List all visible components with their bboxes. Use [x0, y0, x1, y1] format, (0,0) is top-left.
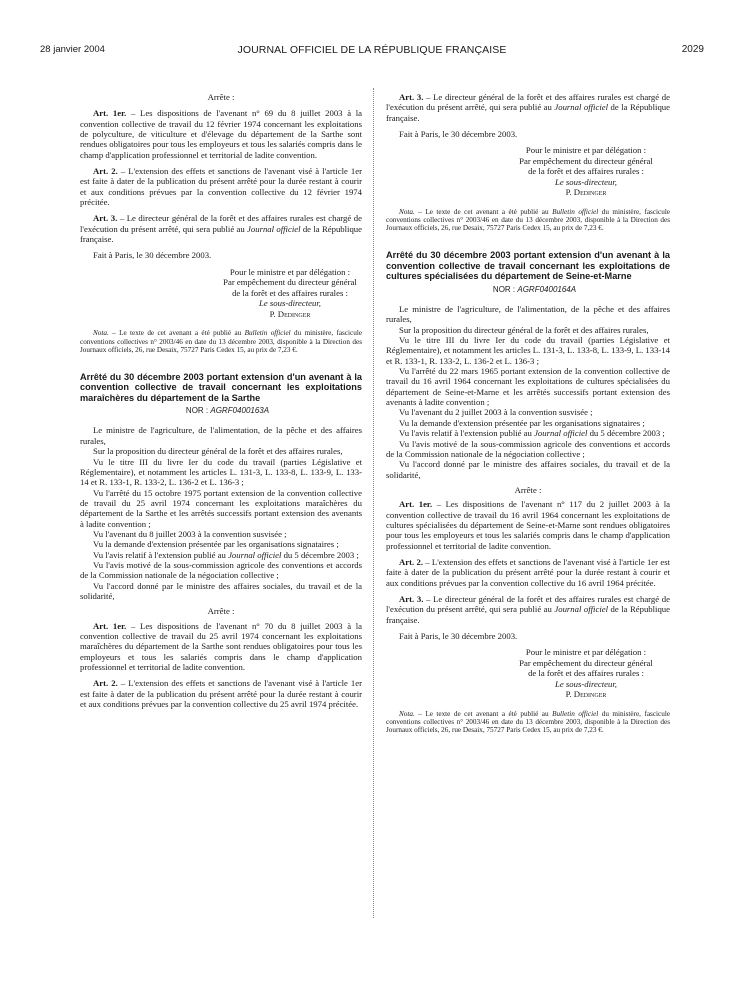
nota-label: Nota. — [399, 207, 415, 216]
visa: Vu l'avenant du 8 juillet 2003 à la convention susvisée ; — [93, 528, 287, 539]
nota — [386, 710, 670, 735]
signature-line: Par empêchement du directeur général — [519, 657, 653, 668]
nota-text: – Le texte de cet avenant a été publié au — [414, 709, 553, 718]
bulletin-ref: Bulletin officiel — [552, 207, 599, 216]
signature-line: de la forêt et des affaires rurales : — [528, 668, 644, 679]
article-1 — [80, 108, 362, 160]
visa — [80, 550, 362, 560]
nor-label: NOR : — [492, 284, 518, 294]
journal-ref: Journal officiel — [554, 102, 609, 113]
article-3 — [80, 213, 362, 244]
signatory-name: P. Dedinger — [269, 308, 311, 319]
article-text: – L'extension des effets et sanctions de l'avenant visé à l'article 1er est faite à dater de la publication du présent arrêté pour la durée restant à courir et aux conditions prévues par la convention collective du 16 avril 1964 précitée. — [386, 556, 670, 588]
preamble-minister: Le ministre de l'agriculture, de l'alimentation, de la pêche et des affaires rurales, — [386, 304, 670, 325]
signature-title: Le sous-directeur, — [555, 176, 617, 187]
journal-title: JOURNAL OFFICIEL DE LA RÉPUBLIQUE FRANÇAISE — [237, 44, 507, 56]
nota-text: du ministère, fascicule conventions collectives n° 2003/46 en date du 13 décembre 2003, disponible à la Direction des Journaux officiels, 26, rue Desaix, 75727 Paris Cedex 15, au prix de 7,23 €. — [386, 709, 671, 735]
nota — [386, 208, 670, 233]
visa-text: du 5 décembre 2003 ; — [587, 428, 665, 439]
nota-text: – Le texte de cet avenant a été publié au — [414, 207, 553, 216]
arrete-heading: Arrête : — [207, 92, 235, 102]
article-text: de la République française. — [386, 604, 670, 625]
right-column — [386, 92, 670, 734]
nota-text: – Le texte de cet avenant a été publié au — [108, 329, 245, 338]
journal-ref: Journal officiel — [228, 549, 282, 560]
journal-ref: Journal officiel — [534, 428, 588, 439]
nota-label: Nota. — [399, 709, 415, 718]
article-label: Art. 2. — [93, 166, 118, 177]
article-text: – L'extension des effets et sanctions de l'avenant visé à l'article 1er est faite à dater de la publication du présent arrêté pour la durée restant à courir et aux conditions prévues par la convention collective du 12 février 1974 précitée. — [80, 166, 362, 208]
decree-title: Arrêté du 30 décembre 2003 portant extension d'un avenant à la convention collective de travail concernant les exploitations de cultures spécialisées du département de Seine-et-Marne — [386, 250, 670, 282]
page-header — [40, 44, 704, 58]
article-text: – Les dispositions de l'avenant n° 117 du 2 juillet 2003 à la convention collective de travail du 16 avril 1964 concernant les exploitations de cultures spécialisées du département de Seine-et-Marne sont rendues obligatoires pour tous les employeurs et tous les salariés compris dans le champ d'application professionnel et territorial de ladite convention. — [386, 499, 670, 551]
signature-title: Le sous-directeur, — [259, 298, 321, 309]
signature-line: Pour le ministre et par délégation : — [525, 145, 647, 156]
article-text: – Les dispositions de l'avenant n° 69 du 8 juillet 2003 à la convention collective de travail du 12 février 1974 concernant les exploitations de polyculture, de viticulture et d'élevage du département de la Sarthe sont rendues obligatoires pour tous les employeurs et tous les salariés compris dans le champ d'application professionnel et territorial de ladite convention. — [80, 108, 363, 160]
visa-text: du 5 décembre 2003 ; — [281, 549, 359, 560]
bulletin-ref: Bulletin officiel — [552, 709, 599, 718]
fait-line: Fait à Paris, le 30 décembre 2003. — [93, 250, 212, 261]
arrete-heading: Arrête : — [207, 606, 235, 617]
article-text: de la République française. — [386, 102, 670, 123]
visa: Vu l'avenant du 2 juillet 2003 à la convention susvisée ; — [399, 407, 593, 418]
preamble-minister: Le ministre de l'agriculture, de l'alimentation, de la pêche et des affaires rurales, — [80, 425, 362, 446]
signatory-name: P. Dedinger — [565, 689, 607, 700]
signature-block — [486, 647, 686, 700]
arrete-heading: Arrête : — [514, 484, 542, 495]
article-label: Art. 3. — [399, 92, 424, 102]
bulletin-ref: Bulletin officiel — [244, 329, 291, 338]
signature-block — [200, 267, 380, 320]
signature-line: Pour le ministre et par délégation : — [229, 266, 351, 277]
nor-reference — [80, 406, 362, 416]
header-date: 28 janvier 2004 — [40, 44, 105, 55]
article-2 — [80, 166, 362, 207]
nor-code: AGRF0400163A — [210, 406, 270, 416]
journal-ref: Journal officiel — [554, 604, 609, 615]
signature-line: Par empêchement du directeur général — [519, 155, 653, 166]
decree-title: Arrêté du 30 décembre 2003 portant extension d'un avenant à la convention collective de travail concernant les exploitations maraîchères du département de la Sarthe — [80, 371, 362, 403]
page-number: 2029 — [681, 44, 704, 55]
journal-ref: Journal officiel — [247, 223, 301, 234]
article-label: Art. 2. — [93, 678, 118, 689]
signature-line: Par empêchement du directeur général — [223, 277, 357, 288]
visa: Vu la demande d'extension présentée par les organisations signataires ; — [399, 417, 645, 428]
article-text: – Le directeur général de la forêt et des affaires rurales est chargé de l'exécution du présent arrêté, qui sera publié au — [80, 213, 362, 234]
article-label: Art. 3. — [93, 213, 118, 224]
visa: Vu la demande d'extension présentée par les organisations signataires ; — [93, 539, 339, 550]
visa: Vu l'arrêté du 22 mars 1965 portant extension de la convention collective de travail du 16 avril 1964 concernant les exploitations de cultures spécialisées du département de Seine-et-Marne et les arrêtés successifs portant extension des avenants à ladite convention ; — [386, 366, 670, 408]
article-3 — [386, 92, 670, 123]
visa: Vu l'avis motivé de la sous-commission agricole des conventions et accords de la Commission nationale de la négociation collective ; — [386, 438, 670, 459]
article-3 — [386, 594, 670, 625]
article-1 — [80, 621, 362, 673]
article-label: Art. 2. — [399, 556, 423, 567]
visa: Vu l'accord donné par le ministre des affaires sociales, du travail et de la solidarité, — [386, 459, 670, 480]
article-label: Art. 3. — [399, 593, 424, 604]
left-column — [80, 92, 362, 709]
visa: Vu le titre III du livre Ier du code du travail (parties Législative et Réglementaire), et notamment les articles L. 131-3, L. 133-8, L. 133-9, L. 133-14 et R. 133-1, R. 133-2, L. 136-2 et L. 136-3 ; — [386, 335, 670, 366]
nota-text: du ministère, fascicule conventions collectives n° 2003/46 en date du 13 décembre 2003, disponible à la Direction des Journaux officiels, 26, rue Desaix, 75727 Paris Cedex 15, au prix de 7,23 €. — [386, 207, 671, 233]
visa — [386, 428, 670, 438]
signature-title: Le sous-directeur, — [555, 678, 617, 689]
signature-line: de la forêt et des affaires rurales : — [528, 166, 644, 177]
article-label: Art. 1er. — [399, 499, 433, 510]
signature-line: de la forêt et des affaires rurales : — [232, 287, 348, 298]
visa-text: Vu l'avis relatif à l'extension publié au — [93, 549, 229, 560]
visa: Vu l'accord donné par le ministre des affaires sociales, du travail et de la solidarité, — [80, 580, 362, 601]
signatory-name: P. Dedinger — [565, 187, 607, 198]
article-2 — [386, 557, 670, 588]
preamble-proposal: Sur la proposition du directeur général de la forêt et des affaires rurales, — [93, 446, 343, 457]
article-1 — [386, 499, 670, 551]
fait-line: Fait à Paris, le 30 décembre 2003. — [399, 631, 518, 642]
visa: Vu l'arrêté du 15 octobre 1975 portant extension de la convention collective de travail du 25 avril 1974 concernant les exploitations maraîchères du département de la Sarthe et les arrêtés successifs portant extension des avenants à ladite convention ; — [80, 487, 362, 529]
preamble-proposal: Sur la proposition du directeur général de la forêt et des affaires rurales, — [399, 324, 649, 335]
nor-code: AGRF0400164A — [517, 284, 577, 294]
article-text: – L'extension des effets et sanctions de l'avenant visé à l'article 1er est faite à dater de la publication du présent arrêté pour la durée restant à courir et aux conditions prévues par la convention collective du 25 avril 1974 précitée. — [80, 678, 362, 710]
nor-reference — [386, 285, 670, 295]
article-2 — [80, 678, 362, 709]
visa: Vu l'avis motivé de la sous-commission agricole des conventions et accords de la Commission nationale de la négociation collective ; — [80, 559, 362, 581]
nor-label: NOR : — [185, 406, 211, 416]
signature-block — [486, 145, 686, 198]
nota-label: Nota. — [93, 329, 109, 338]
article-label: Art. 1er. — [93, 108, 127, 119]
article-text: – Le directeur général de la forêt et des affaires rurales est chargé de l'exécution du présent arrêté, qui sera publié au — [386, 593, 670, 615]
article-text: de la République française. — [80, 223, 362, 245]
fait-line: Fait à Paris, le 30 décembre 2003. — [399, 129, 518, 140]
nota-text: du ministère, fascicule conventions collectives n° 2003/46 en date du 13 décembre 2003, disponible à la Direction des Journaux officiels, 26, rue Desaix, 75727 Paris Cedex 15, au prix de 7,23 €. — [80, 329, 363, 354]
article-label: Art. 1er. — [93, 620, 127, 631]
visa: Vu le titre III du livre Ier du code du travail (parties Législative et Réglementaire), et notamment les articles L. 131-3, L. 133-8, L. 133-9, L. 133-14 et R. 133-1, R. 133-2, L. 136-2 et L. 136-3 ; — [80, 456, 362, 488]
article-text: – Les dispositions de l'avenant n° 70 du 8 juillet 2003 à la convention collective de travail du 25 avril 1974 concernant les exploitations maraîchères du département de la Sarthe sont rendues obligatoires pour tous les employeurs et tous les salariés compris dans le champ d'application professionnel et territorial de ladite convention. — [80, 620, 363, 673]
nota — [80, 329, 362, 354]
signature-line: Pour le ministre et par délégation : — [525, 647, 647, 658]
column-separator — [373, 88, 374, 918]
article-text: – Le directeur général de la forêt et des affaires rurales est chargé de l'exécution du présent arrêté, qui sera publié au — [386, 92, 670, 113]
visa-text: Vu l'avis relatif à l'extension publié au — [399, 428, 535, 439]
